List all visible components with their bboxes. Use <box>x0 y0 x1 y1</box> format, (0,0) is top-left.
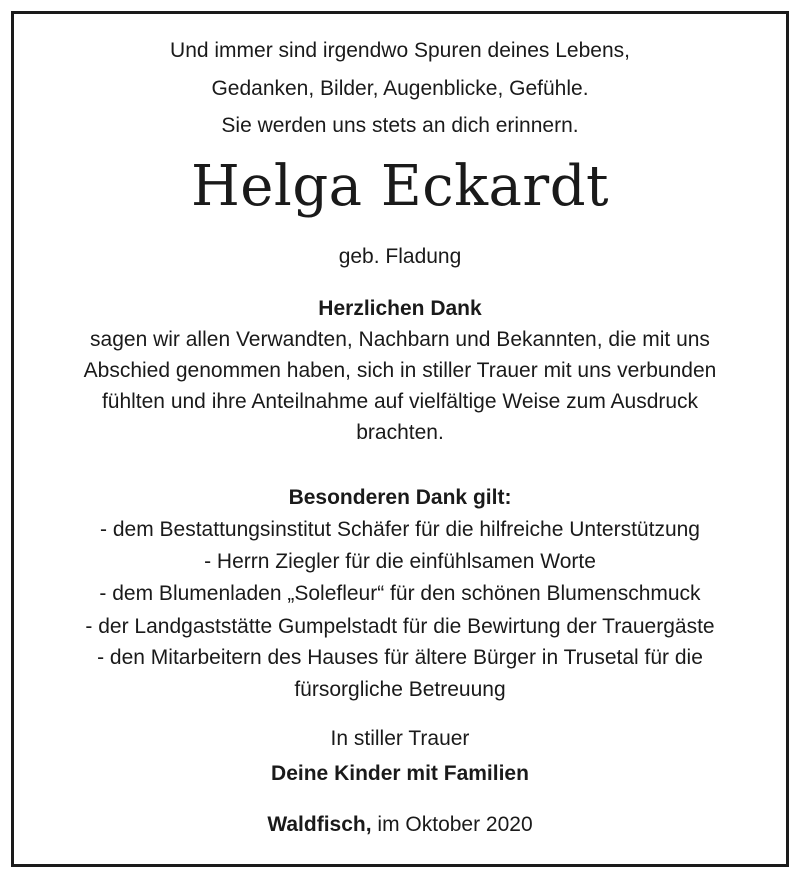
special-item: - der Landgaststätte Gumpelstadt für die Bewirtung der Trauergäste <box>85 615 715 638</box>
poem-line: Sie werden uns stets an dich erinnern. <box>221 114 579 137</box>
date: im Oktober 2020 <box>377 813 533 836</box>
special-item: - den Mitarbeitern des Hauses für ältere Bürger in Trusetal für die <box>97 646 703 669</box>
thanks-line: sagen wir allen Verwandten, Nachbarn und Bekannten, die mit uns <box>90 328 710 351</box>
special-item: - Herrn Ziegler für die einfühlsamen Worte <box>204 550 596 573</box>
special-item: fürsorgliche Betreuung <box>294 678 506 701</box>
place: Waldfisch, <box>267 813 372 836</box>
poem-line: Gedanken, Bilder, Augenblicke, Gefühle. <box>211 77 589 100</box>
deceased-name: Helga Eckardt <box>190 154 610 219</box>
special-item: - dem Bestattungsinstitut Schäfer für die hilfreiche Unterstützung <box>100 518 700 541</box>
special-heading: Besonderen Dank gilt: <box>288 486 512 509</box>
thanks-line: brachten. <box>356 421 444 444</box>
mourning-text: In stiller Trauer <box>330 727 470 750</box>
thanks-heading: Herzlichen Dank <box>318 297 482 320</box>
place-date <box>0 810 800 840</box>
special-item: - dem Blumenladen „Solefleur“ für den schönen Blumenschmuck <box>99 582 701 605</box>
thanks-line: fühlten und ihre Anteilnahme auf vielfältige Weise zum Ausdruck <box>101 390 699 413</box>
thanks-line: Abschied genommen haben, sich in stiller Trauer mit uns verbunden <box>83 359 717 382</box>
birth-name: geb. Fladung <box>338 245 462 268</box>
poem-line: Und immer sind irgendwo Spuren deines Lebens, <box>170 39 630 62</box>
signature: Deine Kinder mit Familien <box>271 762 529 785</box>
